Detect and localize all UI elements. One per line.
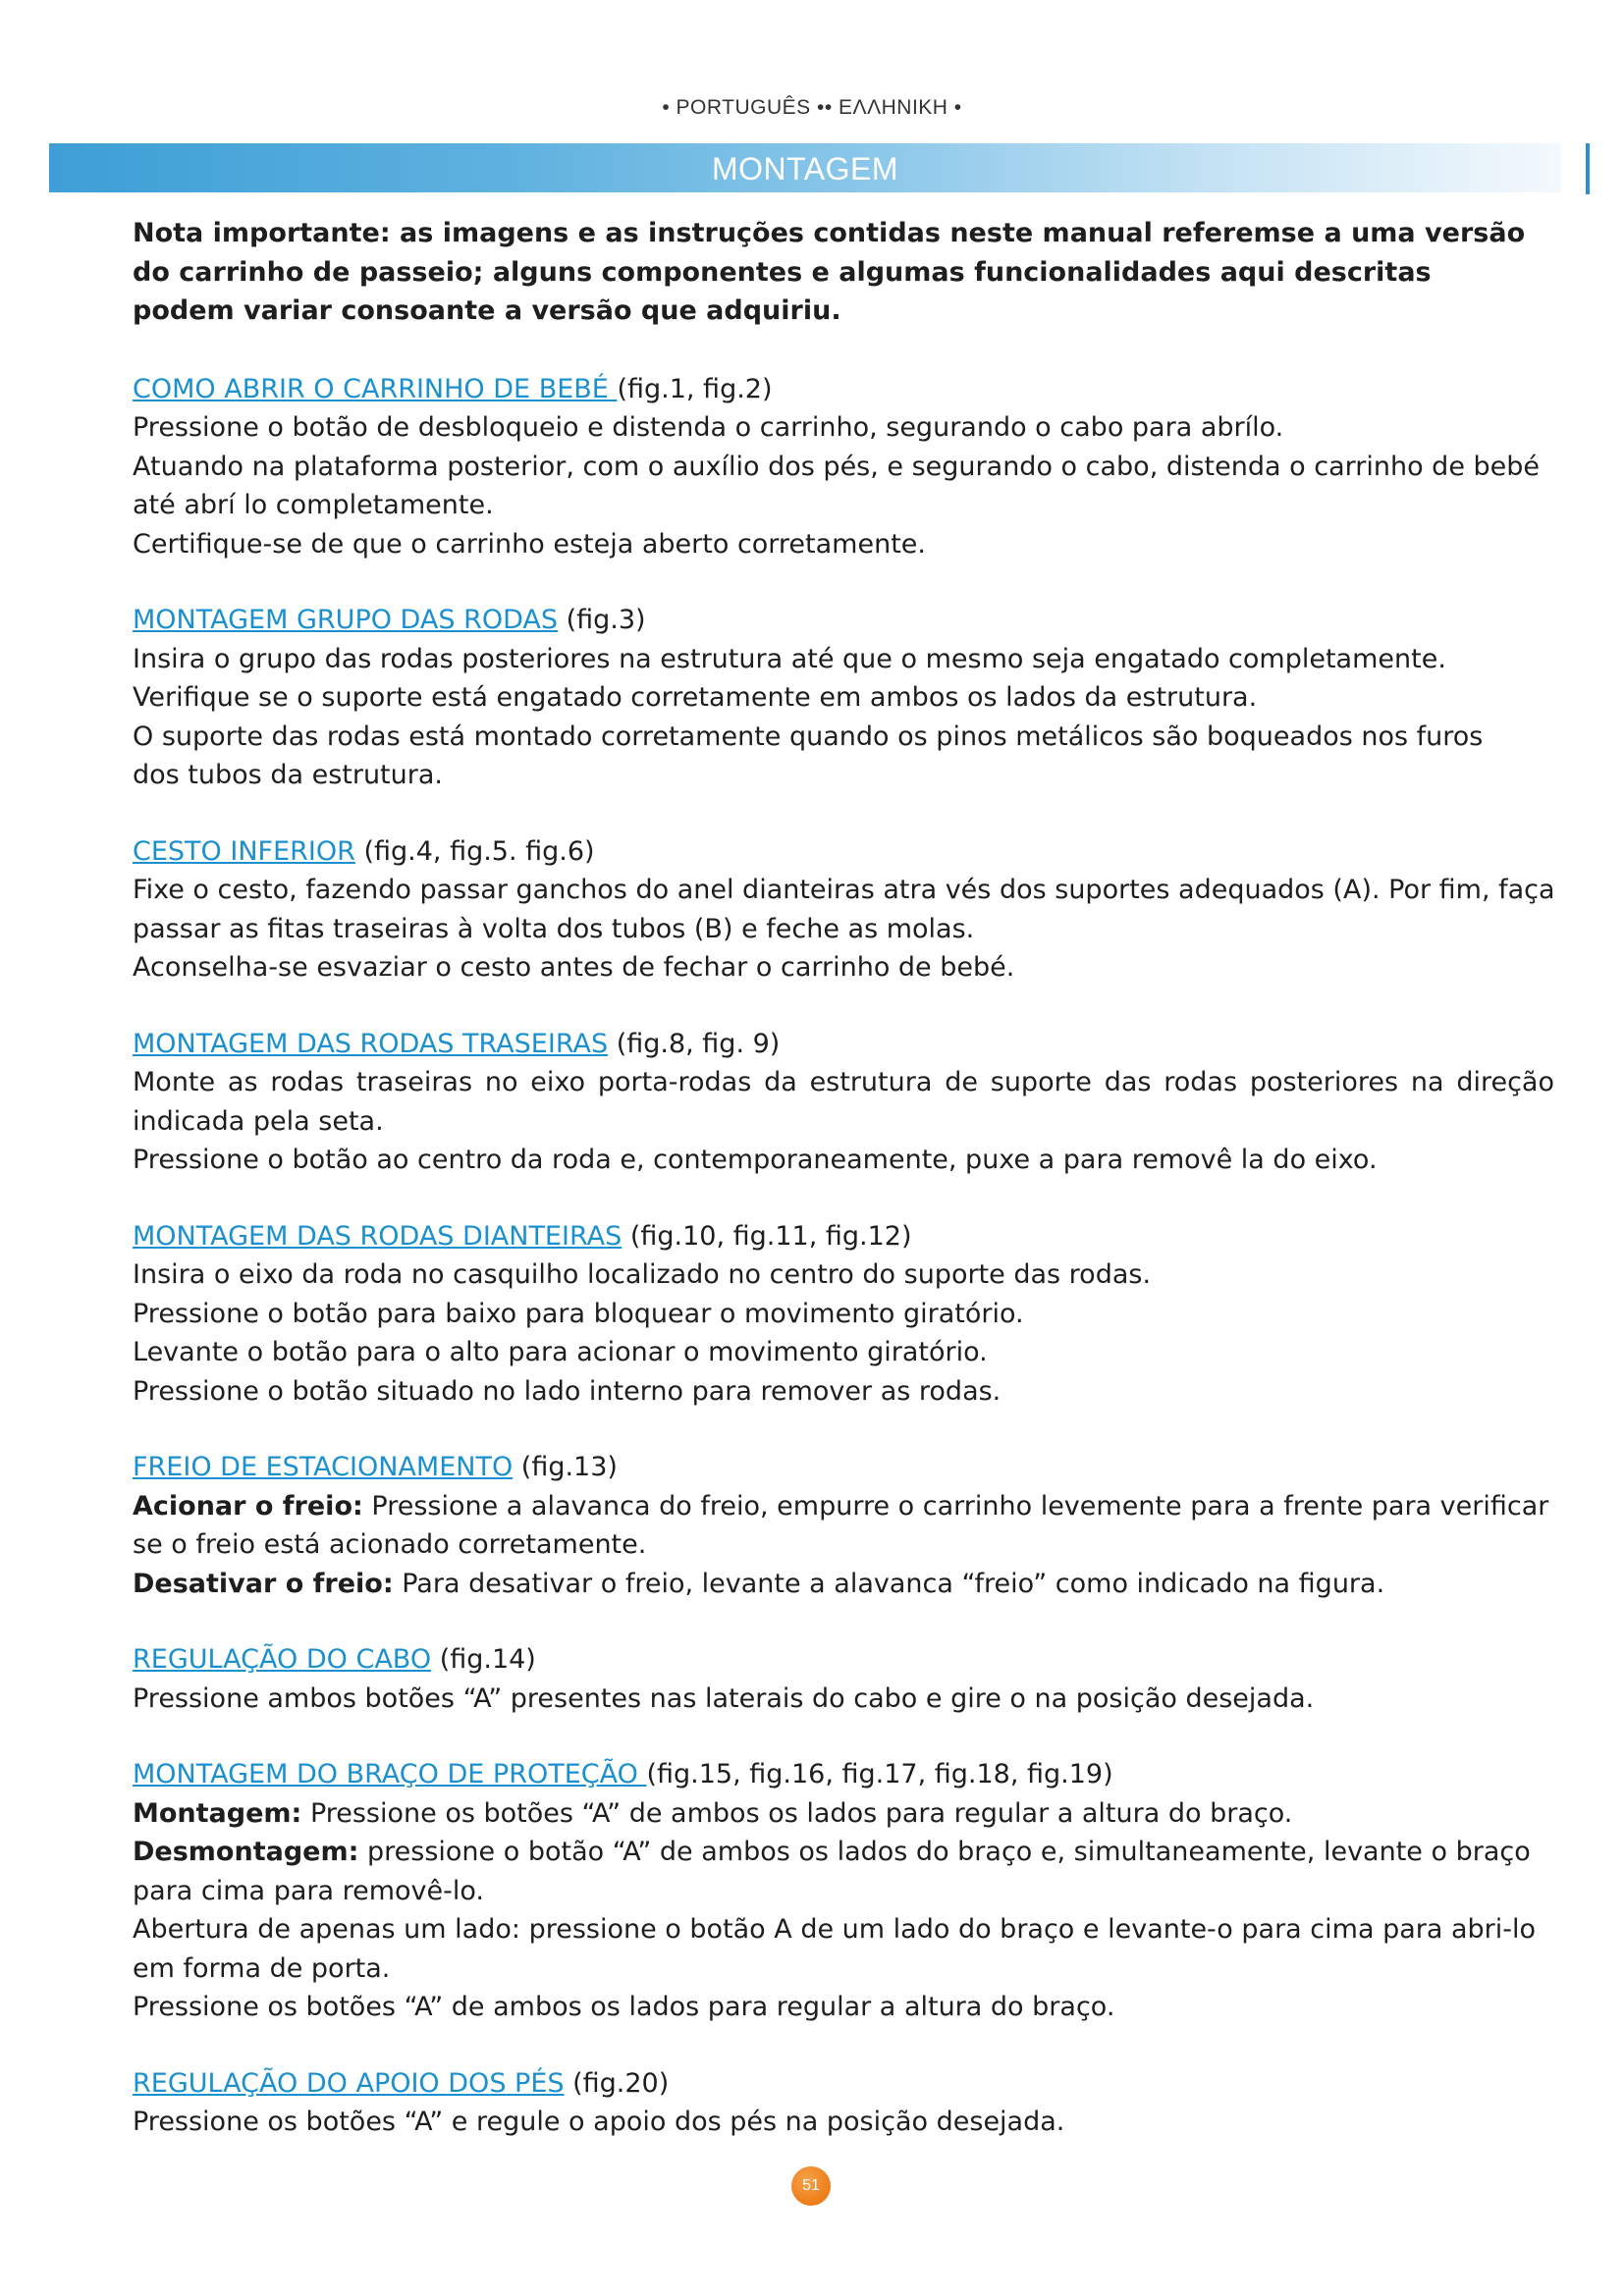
step-text: Pressione os botões “A” de ambos os lados para regular a altura do braço.	[309, 1797, 1293, 1829]
figure-reference: (fig.3)	[566, 605, 646, 635]
paragraph	[133, 1794, 1566, 1834]
figure-reference: (fig.14)	[439, 1644, 536, 1675]
section-heading	[133, 1448, 1566, 1487]
figure-reference: (fig.8, fig. 9)	[616, 1028, 781, 1059]
section-title: MONTAGEM DAS RODAS TRASEIRAS	[133, 1028, 609, 1059]
section-heading	[133, 1640, 1566, 1680]
section-banner	[49, 143, 1561, 192]
paragraph: Aconselha-se esvaziar o cesto antes de fechar o carrinho de bebé.	[133, 952, 1015, 983]
step-label: Desativar o freio:	[133, 1568, 394, 1599]
step-label: Montagem:	[133, 1797, 302, 1829]
section-heading	[133, 601, 1566, 640]
paragraph: Insira o grupo das rodas posteriores na estrutura até que o mesmo seja engatado completamente.	[133, 643, 1446, 674]
step-text: Pressione a alavanca do freio, empurre o carrinho levemente para a frente para verificar se o freio está acionado corretamente.	[133, 1490, 1549, 1560]
paragraph: Pressione o botão ao centro da roda e, contemporaneamente, puxe a para removê la do eixo.	[133, 1145, 1378, 1175]
section-open-stroller	[133, 370, 1566, 564]
paragraph: Levante o botão para o alto para acionar o movimento giratório.	[133, 1337, 988, 1367]
step-label: Desmontagem:	[133, 1837, 359, 1867]
step-text: pressione o botão “A” de ambos os lados do braço e, simultaneamente, levante o braço para cima para removê-lo.	[133, 1837, 1531, 1906]
section-wheel-group	[133, 601, 1566, 795]
figure-reference: (fig.1, fig.2)	[617, 373, 773, 404]
manual-content	[133, 214, 1566, 2179]
section-parking-brake	[133, 1448, 1566, 1603]
figure-reference: (fig.10, fig.11, fig.12)	[629, 1220, 912, 1252]
section-heading	[133, 832, 1566, 872]
paragraph: Pressione o botão situado no lado interno para remover as rodas.	[133, 1375, 1001, 1407]
section-title: MONTAGEM GRUPO DAS RODAS	[133, 605, 559, 635]
section-front-wheels	[133, 1217, 1566, 1412]
section-lower-basket	[133, 832, 1566, 988]
figure-reference: (fig.15, fig.16, fig.17, fig.18, fig.19)	[646, 1759, 1113, 1789]
section-handle-adjustment	[133, 1640, 1566, 1718]
section-bumper-bar	[133, 1755, 1566, 2027]
paragraph	[133, 1833, 1566, 1910]
figure-reference: (fig.13)	[520, 1452, 618, 1482]
paragraph: Abertura de apenas um lado: pressione o botão A de um lado do braço e levante-o para cima para abri-lo em forma de porta.	[133, 1914, 1537, 1984]
section-title: MONTAGEM DO BRAÇO DE PROTEÇÃO	[133, 1759, 647, 1789]
section-heading	[133, 1755, 1566, 1794]
section-footrest-adjustment	[133, 2064, 1566, 2142]
banner-title: MONTAGEM	[711, 151, 899, 187]
paragraph: Pressione ambos botões “A” presentes nas laterais do cabo e gire o na posição desejada.	[133, 1682, 1315, 1714]
paragraph	[133, 1487, 1566, 1565]
paragraph: Fixe o cesto, fazendo passar ganchos do anel dianteiras atra vés dos suportes adequados (A). Por fim, faça passar as fitas traseiras à volta dos tubos (B) e feche as molas.	[133, 875, 1555, 944]
section-title: REGULAÇÃO DO APOIO DOS PÉS	[133, 2067, 565, 2099]
paragraph: O suporte das rodas está montado corretamente quando os pinos metálicos são boqueados nos furos dos tubos da estrutura.	[133, 721, 1484, 790]
section-heading	[133, 2064, 1566, 2104]
paragraph: Insira o eixo da roda no casquilho localizado no centro do suporte das rodas.	[133, 1259, 1152, 1290]
section-title: FREIO DE ESTACIONAMENTO	[133, 1452, 514, 1482]
important-note: Nota importante: as imagens e as instruções contidas neste manual referemse a uma versão do carrinho de passeio; alguns componentes e algumas funcionalidades aqui descritas podem variar consoante a versão que adquiriu.	[133, 218, 1526, 326]
paragraph: Monte as rodas traseiras no eixo porta-rodas da estrutura de suporte das rodas posteriores na direção indicada pela seta.	[133, 1067, 1554, 1137]
section-title: MONTAGEM DAS RODAS DIANTEIRAS	[133, 1220, 623, 1252]
paragraph: Pressione os botões “A” e regule o apoio dos pés na posição desejada.	[133, 2107, 1065, 2137]
section-heading	[133, 1025, 1566, 1064]
figure-reference: (fig.4, fig.5. fig.6)	[363, 835, 595, 867]
section-heading	[133, 370, 1566, 409]
step-text: Para desativar o freio, levante a alavanca “freio” como indicado na figura.	[402, 1568, 1385, 1599]
section-rear-wheels	[133, 1025, 1566, 1180]
paragraph: Certifique-se de que o carrinho esteja aberto corretamente.	[133, 528, 926, 560]
language-header: • PORTUGUÊS •• ΕΛΛΗΝΙΚΗ •	[662, 96, 962, 119]
section-title: REGULAÇÃO DO CABO	[133, 1644, 432, 1675]
section-heading	[133, 1217, 1566, 1256]
paragraph: Verifique se o suporte está engatado corretamente em ambos os lados da estrutura.	[133, 682, 1258, 713]
paragraph: Pressione o botão para baixo para bloquear o movimento giratório.	[133, 1298, 1024, 1329]
section-title: CESTO INFERIOR	[133, 835, 355, 867]
page-number-badge: 51	[791, 2166, 831, 2206]
figure-reference: (fig.20)	[572, 2067, 670, 2099]
paragraph: Atuando na plataforma posterior, com o auxílio dos pés, e segurando o cabo, distenda o carrinho de bebé até abrí lo completamente.	[133, 451, 1541, 520]
section-title: COMO ABRIR O CARRINHO DE BEBÉ	[133, 373, 618, 404]
paragraph: Pressione os botões “A” de ambos os lados para regular a altura do braço.	[133, 1992, 1115, 2022]
banner-side-bar	[1586, 143, 1590, 194]
paragraph	[133, 1565, 1566, 1604]
step-label: Acionar o freio:	[133, 1490, 363, 1522]
paragraph: Pressione o botão de desbloqueio e distenda o carrinho, segurando o cabo para abrílo.	[133, 412, 1284, 443]
